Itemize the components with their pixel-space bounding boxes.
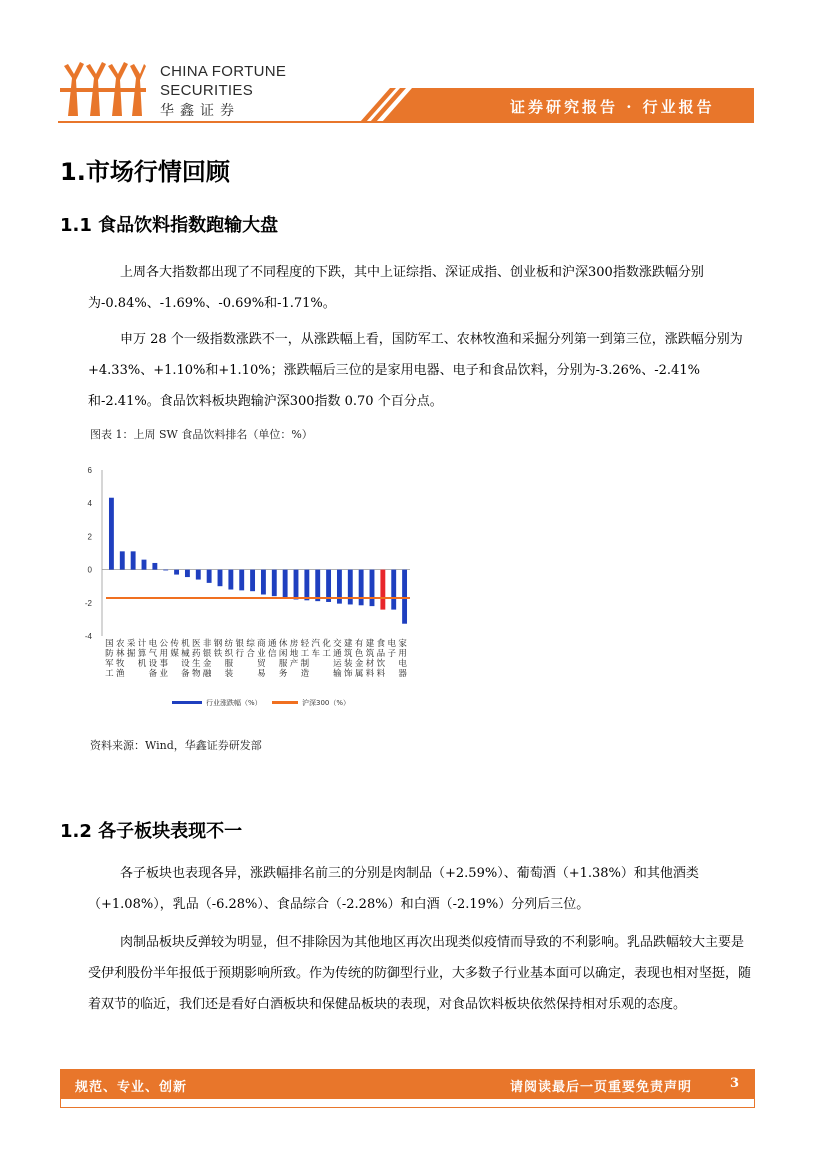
x-tick-label-char: 装	[224, 669, 234, 679]
x-tick-label-char: 闲	[278, 649, 288, 659]
section-title: 1.市场行情回顾	[60, 158, 230, 186]
bar-房地产	[294, 570, 299, 600]
x-tick-label-char: 食	[376, 639, 386, 649]
x-tick-label-char: 铁	[213, 649, 223, 659]
bar-计算机	[142, 560, 147, 570]
bar-钢铁	[218, 570, 223, 587]
x-tick-label-char: 防	[105, 649, 114, 659]
x-tick-label-char: 饮	[376, 659, 386, 669]
bar-银行	[239, 570, 244, 591]
figure-caption: 图表 1：上周 SW 食品饮料排名（单位：%）	[90, 428, 313, 441]
x-tick-label-char: 通	[268, 639, 277, 649]
report-type-banner: 证券研究报告 · 行业报告	[510, 98, 715, 116]
x-tick-label-char: 器	[398, 669, 407, 679]
subsection-title-1-2: 1.2 各子板块表现不一	[60, 821, 243, 842]
bar-通信	[272, 570, 277, 597]
x-tick-label-char: 生	[192, 659, 201, 669]
x-tick-label-char: 金	[354, 659, 364, 669]
x-tick-label-char: 农	[116, 639, 125, 649]
company-name-en-line2: SECURITIES	[160, 82, 254, 99]
x-tick-label-char: 饰	[344, 669, 353, 679]
x-tick-label-char: 色	[354, 649, 364, 659]
x-tick-label-char: 非	[202, 639, 212, 649]
x-tick-label-char: 信	[268, 649, 277, 659]
x-tick-label-char: 设	[148, 659, 158, 669]
x-tick-label-char: 料	[365, 669, 375, 679]
company-name-en	[160, 62, 286, 100]
x-tick-label-char: 药	[192, 649, 201, 659]
x-tick-label-char: 机	[137, 659, 147, 669]
x-tick-label-char: 林	[116, 649, 125, 659]
x-tick-label-char: 公	[159, 639, 168, 649]
x-tick-label-char: 家	[398, 639, 407, 649]
y-tick-label: -2	[84, 598, 92, 608]
bar-采掘	[131, 551, 136, 569]
y-tick-label: 2	[87, 532, 92, 542]
bar-轻工制造	[304, 570, 309, 601]
bar-建筑装饰	[348, 570, 353, 605]
bar-机械设备	[185, 570, 190, 577]
y-tick-label: -4	[84, 632, 92, 641]
x-tick-label-char: 料	[376, 669, 386, 679]
company-name-en-line1: CHINA FORTUNE	[160, 63, 287, 80]
x-tick-label-char: 轻	[300, 639, 310, 649]
x-tick-label-char: 传	[170, 639, 179, 649]
x-tick-label-char: 融	[202, 669, 212, 679]
x-tick-label-char: 建	[365, 639, 375, 649]
x-tick-label-char: 备	[148, 669, 158, 679]
x-tick-label-char: 用	[159, 649, 168, 659]
x-tick-label-char: 贸	[257, 659, 266, 669]
paragraph-index-performance: 上周各大指数都出现了不同程度的下跌，其中上证综指、深证成指、创业板和沪深300指数涨跌幅分别为-0.84%、-1.69%、-0.69%和-1.71%。	[88, 265, 704, 311]
bar-建筑材料	[370, 570, 375, 607]
header-divider	[58, 121, 754, 123]
bar-食品饮料	[380, 570, 385, 610]
bar-非银金融	[207, 570, 212, 583]
x-tick-label-char: 服	[278, 659, 288, 669]
x-tick-label-char: 产	[289, 659, 299, 669]
x-tick-label-char: 输	[333, 669, 342, 679]
x-tick-label-char: 制	[300, 659, 310, 669]
x-tick-label-char: 织	[224, 649, 234, 659]
x-tick-label-char: 化	[322, 639, 331, 649]
x-tick-label-char: 牧	[116, 659, 125, 669]
bar-家用电器	[402, 570, 407, 624]
x-tick-label-char: 交	[333, 639, 342, 649]
x-tick-label-char: 车	[311, 649, 320, 659]
bar-医药生物	[196, 570, 201, 580]
x-tick-label-char: 行	[235, 649, 244, 659]
bar-汽车	[315, 570, 320, 602]
x-tick-label-char: 媒	[170, 649, 179, 659]
company-logo-icon	[58, 58, 148, 118]
x-tick-label-char: 掘	[126, 649, 136, 659]
x-tick-label-char: 有	[354, 639, 364, 649]
x-tick-label-char: 工	[300, 649, 310, 659]
x-tick-label-char: 地	[289, 649, 299, 659]
x-tick-label-char: 银	[235, 639, 244, 649]
x-tick-label-char: 房	[289, 639, 299, 649]
x-tick-label-char: 电	[148, 639, 158, 649]
x-tick-label-char: 汽	[311, 639, 320, 649]
x-tick-label-char: 造	[300, 669, 310, 679]
x-tick-label-char: 通	[333, 649, 342, 659]
legend-swatch-hs300	[272, 701, 298, 704]
footer-disclaimer-notice: 请阅读最后一页重要免责声明	[510, 1080, 693, 1095]
x-tick-label-char: 采	[126, 639, 136, 649]
x-tick-label-char: 纺	[224, 639, 234, 649]
bar-有色金属	[359, 570, 364, 606]
x-tick-label-char: 医	[192, 639, 201, 649]
x-tick-label-char: 事	[159, 659, 168, 669]
x-tick-label-char: 易	[257, 669, 266, 679]
x-tick-label-char: 电	[398, 659, 407, 669]
x-tick-label-char: 综	[246, 639, 255, 649]
x-tick-label-char: 电	[387, 639, 396, 649]
x-tick-label-char: 合	[246, 649, 255, 659]
x-tick-label-char: 银	[202, 649, 212, 659]
figure-source: 资料来源：Wind，华鑫证券研发部	[90, 739, 262, 752]
x-tick-label-char: 备	[181, 669, 190, 679]
x-tick-label-char: 机	[181, 639, 190, 649]
x-tick-label-char: 材	[365, 659, 375, 669]
x-tick-label-char: 军	[105, 659, 114, 669]
bar-国防军工	[109, 498, 114, 570]
x-tick-label-char: 务	[278, 669, 288, 679]
bar-农林牧渔	[120, 551, 125, 569]
subsection-title-1-1: 1.1 食品饮料指数跑输大盘	[60, 215, 279, 236]
y-tick-label: 0	[87, 565, 92, 575]
bar-商业贸易	[261, 570, 266, 595]
x-tick-label-char: 设	[181, 659, 190, 669]
x-tick-label-char: 筑	[344, 649, 353, 659]
x-tick-label-char: 钢	[213, 639, 223, 649]
x-tick-label-char: 工	[105, 669, 114, 679]
x-tick-label-char: 计	[137, 639, 147, 649]
x-tick-label-char: 品	[376, 649, 386, 659]
bar-电子	[391, 570, 396, 610]
x-tick-label-char: 休	[278, 639, 288, 649]
bar-综合	[250, 570, 255, 592]
x-tick-label-char: 用	[398, 649, 407, 659]
x-tick-label-char: 渔	[116, 669, 125, 679]
x-tick-label-char: 算	[137, 649, 147, 659]
x-tick-label-char: 业	[257, 649, 266, 659]
paragraph-sw-industry: 申万 28 个一级指数涨跌不一，从涨跌幅上看，国防军工、农林牧渔和采掘分列第一到第三位，涨跌幅分别为+4.33%、+1.10%和+1.10%；涨跌幅后三位的是家用电器、电子和食品饮料，分别为-3.26%、-2.41%和-2.41%。食品饮料板块跑输沪深300指数 0.70 个百分点。	[88, 332, 743, 409]
x-tick-label-char: 服	[224, 659, 234, 669]
bar-纺织服装	[228, 570, 233, 590]
legend-swatch-industry	[172, 701, 202, 704]
x-tick-label-char: 建	[344, 639, 353, 649]
company-name-cn: 华鑫证券	[160, 103, 240, 119]
x-tick-label-char: 工	[322, 649, 331, 659]
bar-传媒	[174, 570, 179, 575]
page-number: 3	[730, 1076, 740, 1091]
legend-label-industry: 行业涨跌幅（%）	[206, 699, 262, 707]
bar-电气设备	[152, 563, 157, 570]
industry-ranking-chart	[80, 462, 420, 712]
x-tick-label-char: 物	[192, 669, 201, 679]
bar-休闲服务	[283, 570, 288, 599]
y-tick-label: 4	[87, 499, 92, 509]
bar-公用事业	[163, 570, 168, 571]
x-tick-label-char: 运	[333, 659, 342, 669]
x-tick-label-char: 子	[387, 649, 396, 659]
x-tick-label-char: 气	[148, 649, 158, 659]
paragraph-subsector-analysis: 肉制品板块反弹较为明显，但不排除因为其他地区再次出现类似疫情而导致的不利影响。乳品跌幅较大主要是受伊利股份半年报低于预期影响所致。作为传统的防御型行业，大多数子行业基本面可以确定，表现也相对坚挺，随着双节的临近，我们还是看好白酒板块和保健品板块的表现，对食品饮料板块依然保持相对乐观的态度。	[88, 935, 752, 1012]
x-tick-label-char: 金	[202, 659, 212, 669]
x-tick-label-char: 筑	[365, 649, 375, 659]
x-tick-label-char: 业	[159, 669, 168, 679]
x-tick-label-char: 属	[354, 669, 364, 679]
x-tick-label-char: 械	[181, 649, 190, 659]
footer-slogan: 规范、专业、创新	[75, 1080, 188, 1095]
legend-label-hs300: 沪深300（%）	[302, 699, 351, 707]
paragraph-subsector-ranking: 各子板块也表现各异，涨跌幅排名前三的分别是肉制品（+2.59%）、葡萄酒（+1.38%）和其他酒类（+1.08%），乳品（-6.28%）、食品综合（-2.28%）和白酒（-2.19%）分列后三位。	[88, 866, 699, 912]
x-tick-label-char: 商	[257, 639, 266, 649]
y-tick-label: 6	[87, 466, 92, 475]
x-tick-label-char: 装	[344, 659, 353, 669]
x-tick-label-char: 国	[105, 639, 114, 649]
